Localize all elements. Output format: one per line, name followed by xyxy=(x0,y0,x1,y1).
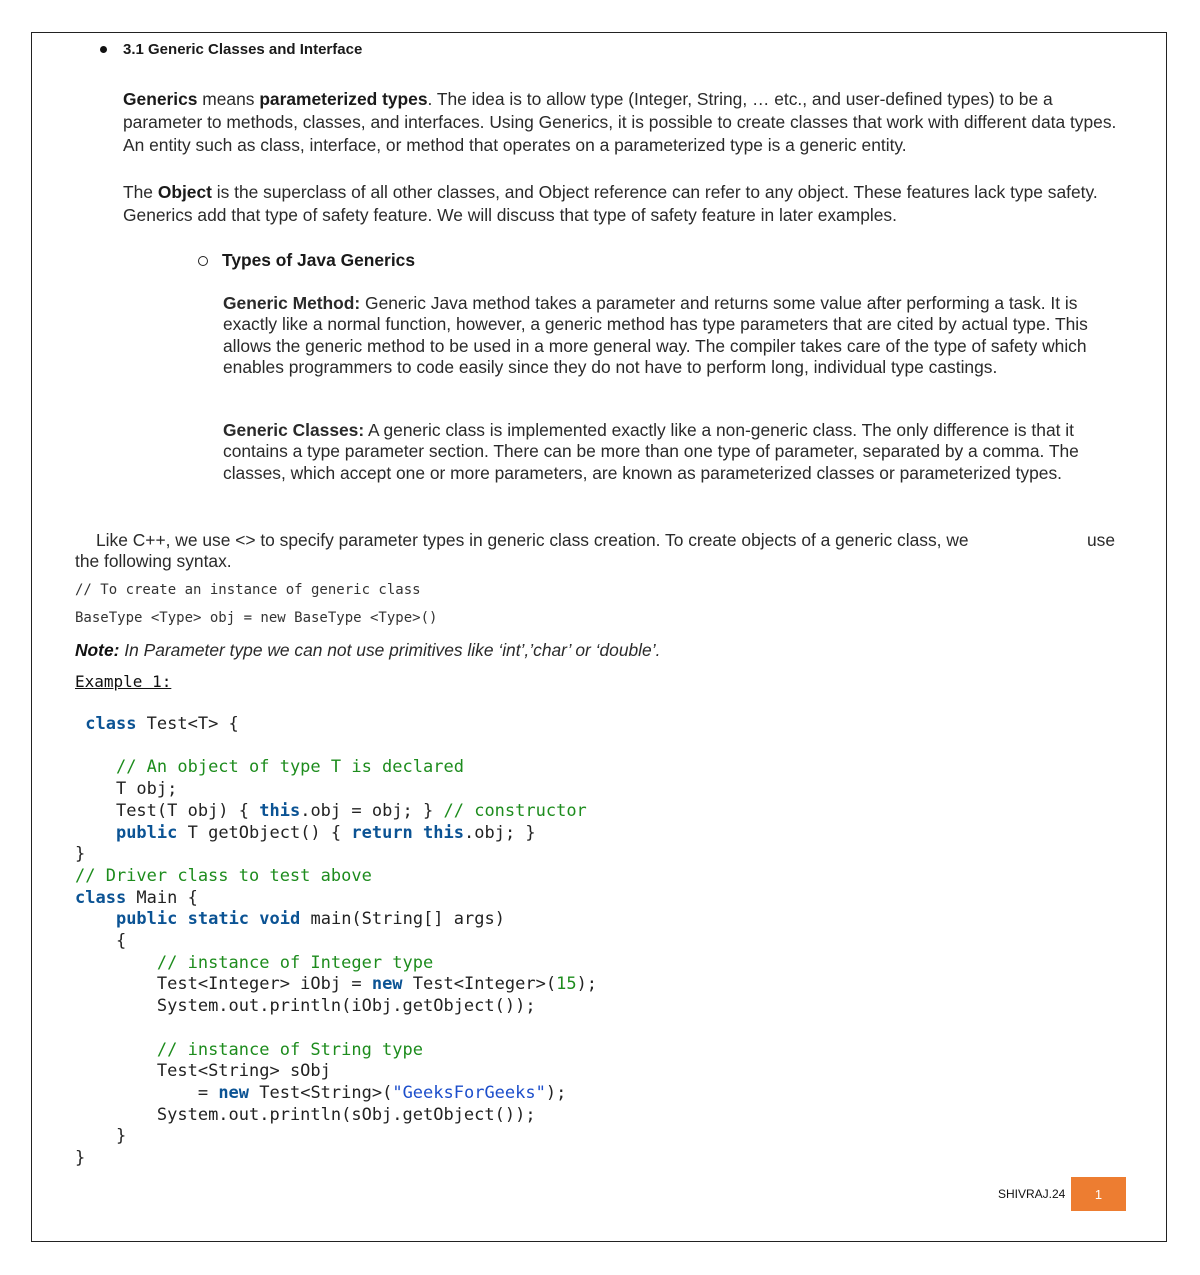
code-comment: // instance of String type xyxy=(156,1039,423,1060)
term-parameterized-types: parameterized types xyxy=(259,89,428,109)
code-comment: // constructor xyxy=(443,800,587,821)
kw-public: public xyxy=(115,822,178,843)
note xyxy=(75,640,660,661)
code-text: ); xyxy=(545,1082,567,1103)
term-generics: Generics xyxy=(123,89,198,109)
note-label: Note: xyxy=(75,640,120,660)
generic-classes-text: A generic class is implemented exactly like a non-generic class. The only difference is that it contains a type parameter section. There can be more than one type of parameter, separated by a comma. The classes, which accept one or more parameters, are known as parameterized classes or parameterized types. xyxy=(223,420,1079,483)
kw-new: new xyxy=(371,974,403,995)
code-text: Test<Integer>( xyxy=(402,974,557,995)
code-block xyxy=(75,714,597,1170)
syntax-line: BaseType <Type> obj = new BaseType <Type>() xyxy=(75,610,438,626)
code-text: Test<T> { xyxy=(136,714,239,734)
code-text: } xyxy=(115,1126,127,1147)
like-cpp-line2: the following syntax. xyxy=(75,551,232,571)
kw-this: this xyxy=(259,800,301,821)
code-text: } xyxy=(75,844,86,865)
code-text: Test<String> sObj xyxy=(156,1061,331,1082)
code-text: { xyxy=(115,931,127,952)
kw-new: new xyxy=(218,1082,250,1103)
term-generic-classes: Generic Classes: xyxy=(223,420,365,440)
footer-author: SHIVRAJ.24 xyxy=(998,1187,1066,1201)
example-label: Example 1: xyxy=(75,672,172,691)
code-text: Main { xyxy=(126,887,198,908)
kw-static: static xyxy=(187,909,250,930)
intro-text-2: . The idea is to allow type (Integer, String, … etc., and user-defined types) to be a parameter to methods, classes, and interfaces. Using Generics, it is possible to create classes that work with different data types. An entity such as class, interface, or method that operates on a parameterized type is a generic entity. xyxy=(123,89,1117,155)
code-text: main(String[] args) xyxy=(300,909,505,930)
code-number: 15 xyxy=(556,974,577,995)
code-text: T getObject() { xyxy=(177,822,352,843)
generic-method-paragraph xyxy=(223,293,1123,378)
types-heading xyxy=(198,250,415,271)
object-text-2: is the superclass of all other classes, and Object reference can refer to any object. These features lack type safety. Generics add that type of safety feature. We will discuss that type of safety feature in later examples. xyxy=(123,182,1098,225)
like-cpp-line1: Like C++, we use <> to specify parameter types in generic class creation. To create objects of a generic class, we xyxy=(96,530,969,550)
like-cpp-paragraph xyxy=(75,530,1115,572)
code-text: Test<Integer> iObj = xyxy=(156,974,372,995)
code-text: .obj; } xyxy=(464,822,536,843)
code-comment: // Driver class to test above xyxy=(75,865,372,886)
bullet-icon xyxy=(100,46,107,53)
code-text: System.out.println(sObj.getObject()); xyxy=(156,1104,536,1125)
code-text: Test<String>( xyxy=(249,1082,393,1103)
code-text: .obj = obj; } xyxy=(300,800,444,821)
kw-void: void xyxy=(259,909,301,930)
kw-class: class xyxy=(85,714,137,734)
generic-classes-paragraph xyxy=(223,420,1123,484)
section-heading xyxy=(100,41,362,58)
note-text: In Parameter type we can not use primitives like ‘int’,’char’ or ‘double’. xyxy=(119,640,661,660)
circle-bullet-icon xyxy=(198,256,208,266)
code-text: Test(T obj) { xyxy=(115,800,260,821)
object-text-1: The xyxy=(123,182,158,202)
section-heading-text: 3.1 Generic Classes and Interface xyxy=(123,41,363,58)
kw-this: this xyxy=(423,822,464,843)
kw-class: class xyxy=(75,887,127,908)
page-number-badge xyxy=(1071,1177,1126,1211)
object-paragraph xyxy=(123,181,1123,227)
kw-public: public xyxy=(115,909,178,930)
code-string: "GeeksForGeeks" xyxy=(392,1082,546,1103)
code-comment: // instance of Integer type xyxy=(156,952,434,973)
intro-text-1: means xyxy=(197,89,260,109)
code-comment: // An object of type T is declared xyxy=(115,757,464,778)
code-text: System.out.println(iObj.getObject()); xyxy=(156,996,536,1017)
like-cpp-line1-end: use xyxy=(1086,530,1115,550)
syntax-comment: // To create an instance of generic class xyxy=(75,582,421,598)
types-heading-text: Types of Java Generics xyxy=(222,250,416,270)
page-number: 1 xyxy=(1094,1186,1103,1202)
kw-return: return xyxy=(351,822,413,843)
code-text: = xyxy=(197,1082,219,1103)
code-text: T obj; xyxy=(115,779,178,800)
generic-method-text: Generic Java method takes a parameter and returns some value after performing a task. It is exactly like a normal function, however, a generic method has type parameters that are cited by actual type. This allows the generic method to be used in a more general way. The compiler takes care of the type of safety which enables programmers to code easily since they do not have to perform long, individual type castings. xyxy=(223,293,1088,377)
term-generic-method: Generic Method: xyxy=(223,293,361,313)
intro-paragraph xyxy=(123,88,1123,157)
term-object: Object xyxy=(157,182,212,202)
code-text: } xyxy=(75,1148,86,1169)
code-text: ); xyxy=(576,974,598,995)
